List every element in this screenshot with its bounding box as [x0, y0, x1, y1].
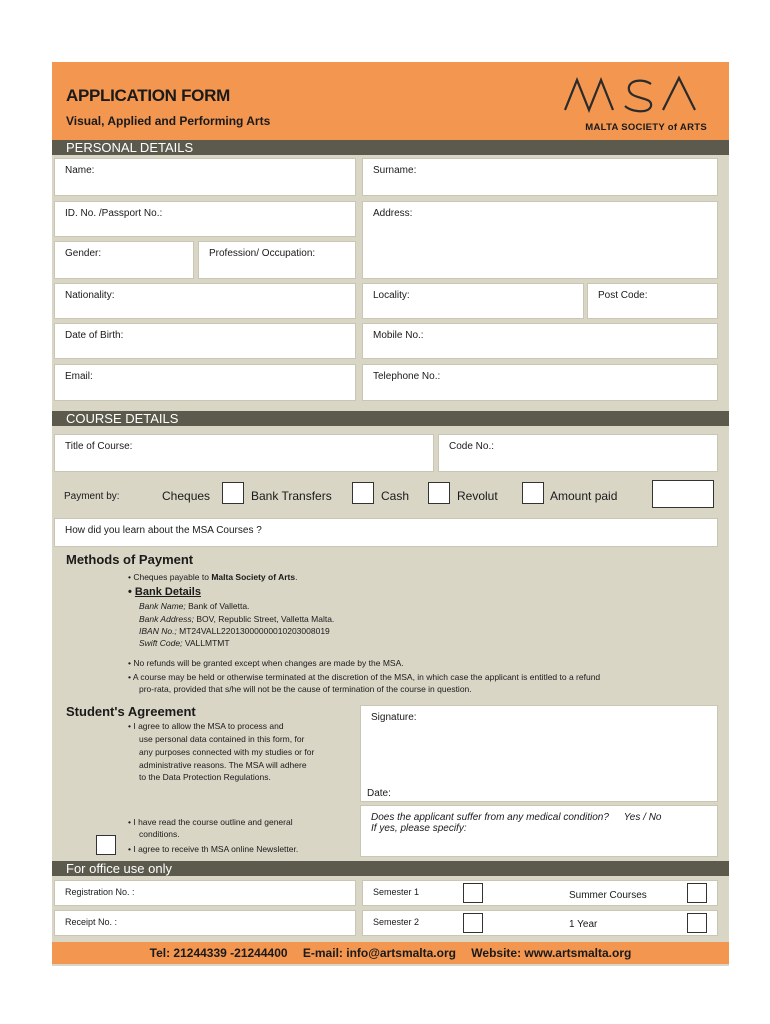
newsletter-line: • I agree to receive th MSA online Newsletter. — [128, 844, 299, 854]
date-label: Date: — [367, 788, 391, 799]
yes-no-label: Yes / No — [623, 812, 662, 823]
cash-label: Cash — [381, 489, 410, 503]
post-code-label: Post Code: — [598, 290, 648, 301]
name-label: Name: — [65, 165, 95, 176]
semester-2-checkbox[interactable] — [463, 913, 483, 933]
contact-footer — [52, 942, 729, 964]
course-title-label: Title of Course: — [65, 441, 133, 452]
medical-question: Does the applicant suffer from any medical condition? — [371, 812, 609, 823]
msa-logo-mark — [563, 74, 703, 114]
amount-paid-label: Amount paid — [550, 489, 618, 503]
form-header — [52, 62, 729, 140]
form-subtitle: Visual, Applied and Performing Arts — [66, 114, 271, 128]
summer-courses-label: Summer Courses — [569, 890, 647, 901]
registration-label: Registration No. : — [65, 887, 135, 897]
one-year-label: 1 Year — [569, 919, 598, 930]
telephone-field[interactable] — [362, 364, 718, 401]
signature-label: Signature: — [371, 712, 417, 723]
summer-courses-checkbox[interactable] — [687, 883, 707, 903]
surname-label: Surname: — [373, 165, 417, 176]
cash-checkbox[interactable] — [428, 482, 450, 504]
semester-2-label: Semester 2 — [373, 917, 420, 927]
refunds-value: No refunds will be granted except when changes are made by the MSA. — [133, 658, 404, 668]
locality-field[interactable] — [362, 283, 584, 319]
bank-address-key: Bank Address; — [139, 614, 194, 624]
dob-field[interactable] — [54, 323, 356, 359]
receipt-label: Receipt No. : — [65, 917, 118, 927]
bank-name-key: Bank Name; — [139, 601, 186, 611]
nationality-field[interactable] — [54, 283, 356, 319]
refunds-text: • No refunds will be granted except when changes are made by the MSA. — [128, 658, 404, 668]
semester-1-row — [362, 880, 718, 906]
newsletter-value: I agree to receive th MSA online Newsletter. — [133, 844, 299, 854]
footer-email[interactable]: E-mail: info@artsmalta.org — [302, 946, 456, 960]
cheques-checkbox[interactable] — [222, 482, 244, 504]
msa-logo — [557, 70, 707, 134]
section-personal-details: PERSONAL DETAILS — [52, 140, 729, 155]
semester-2-row — [362, 910, 718, 936]
section-office-use: For office use only — [52, 861, 729, 876]
specify-label: If yes, please specify: — [371, 823, 467, 834]
address-label: Address: — [373, 208, 413, 219]
profession-label: Profession/ Occupation: — [209, 248, 316, 259]
cheques-payable-text: • Cheques payable to Malta Society of Arts. — [128, 572, 298, 582]
bank-address-value: BOV, Republic Street, Valletta Malta. — [193, 614, 335, 624]
swift-value: VALLMTMT — [182, 638, 230, 648]
bank-details-label: Bank Details — [134, 586, 201, 598]
bank-details-heading: • Bank Details — [128, 586, 201, 598]
outline-line-2: conditions. — [139, 829, 180, 839]
methods-heading: Methods of Payment — [66, 552, 194, 567]
bank-address-line — [139, 613, 334, 625]
medical-condition-field[interactable] — [360, 805, 718, 857]
newsletter-checkbox[interactable] — [96, 835, 116, 855]
outline-line-1: • I have read the course outline and general — [128, 817, 293, 827]
footer-telephone: Tel: 21244339 -21244400 — [149, 946, 288, 960]
mobile-field[interactable] — [362, 323, 718, 359]
one-year-checkbox[interactable] — [687, 913, 707, 933]
consent-line-3: any purposes connected with my studies or for — [139, 747, 315, 757]
cheques-label: Cheques — [162, 489, 211, 503]
bank-name-value: Bank of Valletta. — [185, 601, 250, 611]
bank-transfers-label: Bank Transfers — [251, 489, 332, 503]
section-course-details: COURSE DETAILS — [52, 411, 729, 426]
code-no-field[interactable] — [438, 434, 718, 472]
receipt-field[interactable] — [54, 910, 356, 936]
outline-value-1: I have read the course outline and general — [133, 817, 293, 827]
code-no-label: Code No.: — [449, 441, 495, 452]
consent-line-5: to the Data Protection Regulations. — [139, 772, 271, 782]
telephone-label: Telephone No.: — [373, 371, 441, 382]
terminated-text-2: pro-rata, provided that s/he will not be the cause of termination of the course in question. — [139, 684, 472, 694]
consent-line-2: use personal data contained in this form, for — [139, 734, 305, 744]
footer-website[interactable]: Website: www.artsmalta.org — [471, 946, 632, 960]
consent-line-4: administrative reasons. The MSA will adhere — [139, 760, 307, 770]
address-field[interactable] — [362, 201, 718, 279]
iban-value: MT24VALL22013000000010203008019 — [176, 626, 330, 636]
how-learn-field[interactable] — [54, 518, 718, 547]
gender-field[interactable] — [54, 241, 194, 279]
application-form — [52, 62, 729, 966]
semester-1-label: Semester 1 — [373, 887, 420, 897]
cheques-bold: Malta Society of Arts — [211, 572, 296, 582]
payment-by-label: Payment by: — [64, 491, 120, 502]
course-title-field[interactable] — [54, 434, 434, 472]
id-passport-label: ID. No. /Passport No.: — [65, 208, 163, 219]
logo-caption: MALTA SOCIETY of ARTS — [585, 122, 707, 133]
nationality-label: Nationality: — [65, 290, 115, 301]
swift-key: Swift Code; — [139, 638, 183, 648]
iban-line — [139, 625, 330, 637]
id-passport-field[interactable] — [54, 201, 356, 237]
name-field[interactable] — [54, 158, 356, 196]
iban-key: IBAN No.; — [139, 626, 177, 636]
bank-transfers-checkbox[interactable] — [352, 482, 374, 504]
email-field[interactable] — [54, 364, 356, 401]
amount-paid-input[interactable] — [652, 480, 714, 508]
form-title: APPLICATION FORM — [66, 86, 230, 105]
profession-field[interactable] — [198, 241, 356, 279]
cheques-suffix: . — [295, 572, 298, 582]
consent-value-1: I agree to allow the MSA to process and — [133, 721, 284, 731]
locality-label: Locality: — [373, 290, 410, 301]
registration-field[interactable] — [54, 880, 356, 906]
cheques-prefix: Cheques payable to — [133, 572, 212, 582]
signature-field[interactable] — [360, 705, 718, 802]
post-code-field[interactable] — [587, 283, 718, 319]
dob-label: Date of Birth: — [65, 330, 124, 341]
terminated-value-1: A course may be held or otherwise terminated at the discretion of the MSA, in which case the applicant is entitled to a refund — [132, 672, 601, 682]
revolut-checkbox[interactable] — [522, 482, 544, 504]
mobile-label: Mobile No.: — [373, 330, 424, 341]
email-label: Email: — [65, 371, 93, 382]
semester-1-checkbox[interactable] — [463, 883, 483, 903]
payment-row — [54, 476, 718, 516]
agreement-heading: Student's Agreement — [66, 704, 196, 719]
gender-label: Gender: — [65, 248, 102, 259]
how-learn-label: How did you learn about the MSA Courses ? — [65, 525, 262, 536]
revolut-label: Revolut — [457, 489, 498, 503]
surname-field[interactable] — [362, 158, 718, 196]
bank-name-line — [139, 600, 249, 612]
consent-line-1: • I agree to allow the MSA to process and — [128, 721, 284, 731]
terminated-text-1: • A course may be held or otherwise terminated at the discretion of the MSA, in which case the applicant is entitled to a refund — [128, 672, 601, 682]
swift-line — [139, 637, 230, 649]
